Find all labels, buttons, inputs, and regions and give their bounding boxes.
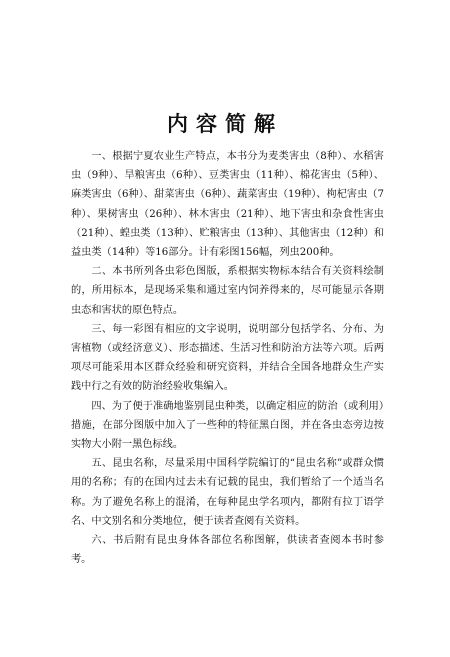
paragraph-5: 五、昆虫名称，尽量采用中国科学院编订的“昆虫名称”或群众惯用的名称；有的在国内过去未有记载的昆虫，我们暂给了一个适当名称。为了避免名称上的混淆，在每种昆虫学名项内，都附有拉丁语学名、中文别名和分类地位，便于读者查阅有关资料。 [71,458,384,527]
document-body [71,147,384,569]
paragraph-6: 六、书后附有昆虫身体各部位名称图解，供读者查阅本书时参考。 [71,535,384,566]
paragraph-2: 二、本书所列各虫彩色图版，系根据实物标本结合有关资料绘制的，所用标本，是现场采集和通过室内饲养得来的，尽可能显示各期虫态和害状的原色特点。 [71,266,384,316]
paragraph-3: 三、每一彩图有相应的文字说明，说明部分包括学名、分布、为害植物（或经济意义）、形态描述、生活习性和防治方法等六项。后两项尽可能采用本区群众经验和研究资料，并结合全国各地群众生产实践中行之有效的防治经验收集编入。 [71,323,384,393]
paragraph-4: 四、为了便于准确地鉴别昆虫种类，以确定相应的防治（或利用）措施，在部分图版中加入了一些种的特征黑白图，并在各虫态旁边按实物大小附一黑色标线。 [71,400,384,451]
paragraph-1: 一、根据宁夏农业生产特点，本书分为麦类害虫（8种）、水稻害虫（9种）、旱粮害虫（6种）、豆类害虫（11种）、棉花害虫（5种）、麻类害虫（6种）、甜菜害虫（6种）、蔬菜害虫（19种）、枸杞害虫（7种）、果树害虫（26种）、林木害虫（21种）、地下害虫和杂食性害虫（21种）、蝗虫类（13种）、贮粮害虫（13种）、其他害虫（12种）和益虫类（14种）等16部分。计有彩图156幅，列虫200种。 [71,151,384,259]
page-title: 内容简解 [167,111,283,136]
